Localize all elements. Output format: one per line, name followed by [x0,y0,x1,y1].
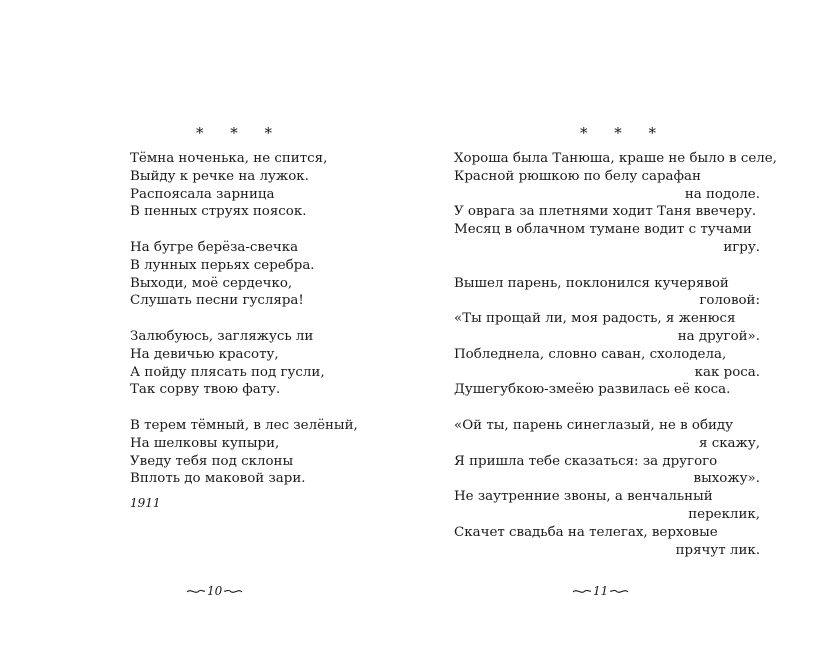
verse-line: Вышел парень, поклонился кучерявой [454,275,729,291]
page-number: 10 [207,584,223,598]
verse-line: На бугре берёза-свечка [130,239,299,255]
verse-line-continuation: переклик, [688,506,760,522]
verse-line: Не заутренние звоны, а венчальный [454,489,713,505]
page-number: 11 [593,584,609,598]
verse-line: Душегубкою-змеёю развилась её коса. [454,382,731,398]
verse-line: Так сорву твою фату. [130,382,281,398]
poem-text [454,150,777,577]
verse-line: Скачет свадьба на телегах, верховые [454,524,718,540]
flourish-left-icon [572,587,592,595]
stanza [130,239,390,310]
poem-text [130,150,390,506]
verse-line: Вплоть до маковой зари. [130,471,306,487]
verse-line-continuation: головой: [699,293,760,309]
verse-line: Я пришла тебе сказаться: за другого [454,453,718,469]
stanza [454,275,760,400]
verse-line: Побледнела, словно саван, схолодела, [454,346,727,362]
stanza-ornament: * * * [196,124,284,142]
verse-line: В терем тёмный, в лес зелёный, [130,417,358,433]
flourish-left-icon [186,587,206,595]
verse-line: У оврага за плетнями ходит Таня ввечеру. [454,204,757,220]
verse-line: Тёмна ноченька, не спится, [130,151,328,166]
verse-line: Распоясала зарница [130,186,275,202]
verse-line: Красной рюшкою по белу сарафан [454,168,701,184]
verse-line-continuation: на подоле. [684,186,760,202]
verse-line: На шелковы купыри, [130,435,280,451]
verse-line: На девичью красоту, [130,346,279,362]
flourish-right-icon [223,587,243,595]
verse-line-continuation: я скажу, [698,435,760,451]
verse-line: В пенных струях поясок. [130,204,307,220]
stanza [130,328,390,399]
page-number-footer [572,584,629,598]
verse-line-continuation: прячут лик. [675,542,760,558]
verse-line: Выходи, моё сердечко, [130,275,293,291]
verse-line: А пойду плясать под гусли, [130,364,325,380]
stanza [130,150,390,221]
verse-line: Слушать песни гусляра! [130,293,304,309]
poem-date: 1911 [130,496,161,510]
stanza-ornament: * * * [580,124,668,142]
stanza [130,417,390,488]
verse-line: Хороша была Танюша, краше не было в селе, [454,151,777,166]
verse-line: В лунных перьях серебра. [130,257,315,273]
page-number-footer [186,584,243,598]
right-page [410,0,820,663]
verse-line: «Ты прощай ли, моя радость, я женюся [454,311,736,327]
verse-line: Месяц в облачном тумане водит с тучами [454,222,752,238]
verse-line: «Ой ты, парень синеглазый, не в обиду [454,417,734,433]
verse-line-continuation: выхожу». [693,471,760,487]
verse-line: Выйду к речке на лужок. [130,168,309,184]
verse-line-continuation: игру. [723,239,760,255]
verse-line: Залюбуюсь, загляжусь ли [130,328,314,344]
flourish-right-icon [609,587,629,595]
stanza [454,150,777,257]
verse-line-continuation: как роса. [694,364,760,380]
verse-line: Уведу тебя под склоны [130,453,294,469]
stanza [454,417,760,559]
verse-line-continuation: на другой». [677,328,760,344]
